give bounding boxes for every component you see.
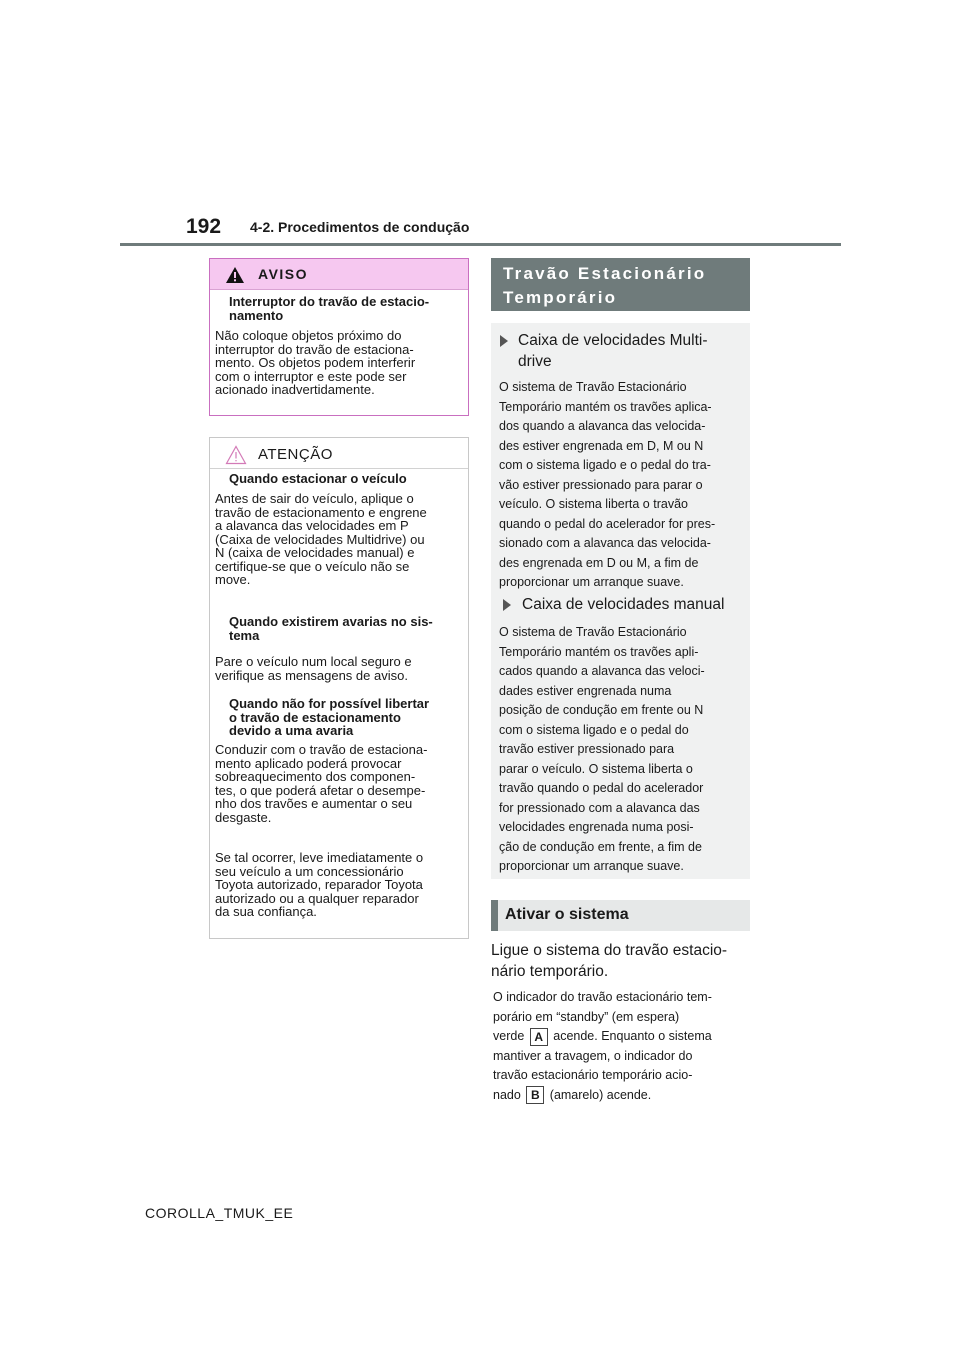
atencao-sub3-line-2: o travão de estacionamento [229, 709, 401, 725]
atencao-s3-body-line-2: mento aplicado poderá provocar [215, 755, 402, 771]
manual-body-line-9: travão quando o pedal do acelerador [499, 781, 704, 795]
caution-outline-icon [225, 445, 247, 465]
model-code: COROLLA_TMUK_EE [145, 1205, 294, 1221]
section-heading-box [491, 258, 750, 311]
manual-body-line-5: posição de condução em frente ou N [499, 703, 704, 717]
atencao-s3-body2-line-3: Toyota autorizado, reparador Toyota [215, 877, 423, 892]
multidrive-title-line-2: drive [518, 353, 552, 370]
atencao-s1-body-line-4: (Caixa de velocidades Multidrive) ou [215, 531, 425, 547]
aviso-subheading-line-1: Interruptor do travão de estacio- [229, 294, 430, 309]
atencao-s2-body-line-2: verifique as mensagens de aviso. [215, 667, 408, 683]
manual-title: Caixa de velocidades manual [522, 596, 725, 613]
atencao-s1-body-line-6: certifique-se que o veículo não se [215, 558, 410, 574]
aviso-body-line-3: mento. Os objetos podem interferir [215, 355, 416, 370]
triangle-bullet-icon [500, 335, 508, 347]
ativar-body-line-6-pre: nado [493, 1087, 521, 1102]
atencao-s3-body-line-6: desgaste. [215, 809, 272, 825]
atencao-s1-body-line-5: N (caixa de velocidades manual) e [215, 545, 415, 560]
multidrive-body-line-4: des estiver engrenada em D, M ou N [499, 438, 704, 453]
atencao-s3-body-line-1: Conduzir com o travão de estaciona- [215, 742, 428, 757]
page-number: 192 [186, 215, 222, 238]
atencao-sub2-line-2: tema [229, 627, 260, 643]
ativar-body-line-2: porário em “standby” (em espera) [493, 1009, 680, 1024]
ativar-heading: Ativar o sistema [505, 906, 629, 923]
atencao-s3-body-line-3: sobreaquecimento dos componen- [215, 769, 416, 784]
atencao-header [210, 438, 468, 469]
ativar-body-line-6-post: (amarelo) acende. [549, 1087, 652, 1102]
multidrive-body-line-11: proporcionar um arranque suave. [499, 575, 684, 589]
manual-body-line-1: O sistema de Travão Estacionário [499, 625, 687, 639]
header-rule [120, 243, 841, 246]
multidrive-body-line-1: O sistema de Travão Estacionário [499, 380, 687, 394]
ativar-body-line-4: mantiver a travagem, o indicador do [493, 1048, 693, 1063]
aviso-label: AVISO [258, 266, 309, 282]
warning-filled-icon [225, 266, 245, 284]
atencao-s1-body-line-2: travão de estacionamento e engrene [215, 504, 427, 520]
ativar-body-line-5: travão estacionário temporário acio- [493, 1068, 693, 1082]
manual-body-line-12: ção de condução em frente, a fim de [499, 839, 702, 854]
multidrive-body-line-10: des engrenada em D ou M, a fim de [499, 555, 699, 570]
manual-body-line-3: cados quando a alavanca das veloci- [499, 664, 705, 678]
atencao-s3-body-line-4: tes, o que poderá afetar o desempe- [215, 782, 426, 798]
multidrive-body-line-2: Temporário mantém os travões aplica- [499, 399, 712, 414]
heading-accent-bar [491, 900, 498, 931]
atencao-sub3-line-3: devido a uma avaria [229, 723, 354, 738]
multidrive-body-line-7: veículo. O sistema liberta o travão [499, 497, 688, 511]
atencao-s1-body-line-7: move. [215, 572, 251, 587]
atencao-s3-body2-line-5: da sua confiança. [215, 904, 317, 919]
atencao-s3-body2-line-2: seu veículo a um concessionário [215, 863, 404, 879]
manual-body-line-10: for pressionado com a alavanca das [499, 800, 700, 815]
ativar-heading-box [491, 900, 750, 931]
aviso-body-line-2: interruptor do travão de estaciona- [215, 341, 414, 357]
indicator-b-box: B [526, 1086, 544, 1104]
manual-body-line-4: dades estiver engrenada numa [499, 683, 672, 698]
ativar-body-line-3 [493, 1027, 737, 1047]
section-title: 4-2. Procedimentos de condução [250, 219, 470, 235]
aviso-body-line-4: com o interruptor e este pode ser [215, 368, 407, 384]
manual-body-line-2: Temporário mantém os travões apli- [499, 644, 699, 659]
aviso-subheading-line-2: namento [229, 307, 284, 323]
manual-body-line-11: velocidades engrenada numa posi- [499, 820, 694, 834]
section-heading-line-2: Temporário [503, 288, 618, 307]
aviso-body-line-5: acionado inadvertidamente. [215, 382, 375, 397]
multidrive-body-line-8: quando o pedal do acelerador for pres- [499, 516, 716, 531]
ativar-body-line-1: O indicador do travão estacionário tem- [493, 990, 712, 1004]
ativar-body-line-3-pre: verde [493, 1029, 525, 1043]
atencao-s1-body-line-1: Antes de sair do veículo, aplique o [215, 491, 414, 506]
section-heading [503, 262, 743, 310]
multidrive-body-line-5: com o sistema ligado e o pedal do tra- [499, 458, 711, 472]
indicator-a-box: A [530, 1028, 548, 1046]
ativar-instruction-line-2: nário temporário. [491, 963, 609, 980]
manual-body-line-6: com o sistema ligado e o pedal do [499, 722, 689, 737]
manual-body-line-7: travão estiver pressionado para [499, 742, 675, 756]
atencao-s3-body2-line-1: Se tal ocorrer, leve imediatamente o [215, 850, 424, 865]
ativar-body-line-6 [493, 1086, 737, 1106]
ativar-body-line-3-post: acende. Enquanto o sistema [553, 1029, 712, 1043]
manual-body-line-13: proporcionar um arranque suave. [499, 859, 684, 873]
atencao-s1-body-line-3: a alavanca das velocidades em P [215, 518, 409, 533]
section-heading-line-1: Travão Estacionário [503, 264, 707, 283]
manual-body-line-8: parar o veículo. O sistema liberta o [499, 761, 693, 776]
atencao-label: ATENÇÃO [258, 446, 333, 463]
atencao-sub2-line-1: Quando existirem avarias no sis- [229, 614, 433, 629]
atencao-s3-body2-line-4: autorizado ou a qualquer reparador [215, 890, 419, 906]
aviso-header [210, 259, 468, 290]
atencao-s2-body-line-1: Pare o veículo num local seguro e [215, 654, 412, 669]
multidrive-body-line-6: vão estiver pressionado para parar o [499, 477, 703, 492]
ativar-instruction-line-1: Ligue o sistema do travão estacio- [491, 942, 728, 959]
atencao-s3-body-line-5: nho dos travões e aumentar o seu [215, 796, 413, 811]
aviso-body-line-1: Não coloque objetos próximo do [215, 328, 402, 343]
atencao-sub1-line-1: Quando estacionar o veículo [229, 471, 407, 486]
triangle-bullet-icon [503, 599, 511, 611]
atencao-sub3-line-1: Quando não for possível libertar [229, 696, 430, 711]
multidrive-body-line-3: dos quando a alavanca das velocida- [499, 419, 706, 433]
multidrive-title-line-1: Caixa de velocidades Multi- [518, 332, 708, 349]
multidrive-body-line-9: sionado com a alavanca das velocida- [499, 536, 711, 550]
